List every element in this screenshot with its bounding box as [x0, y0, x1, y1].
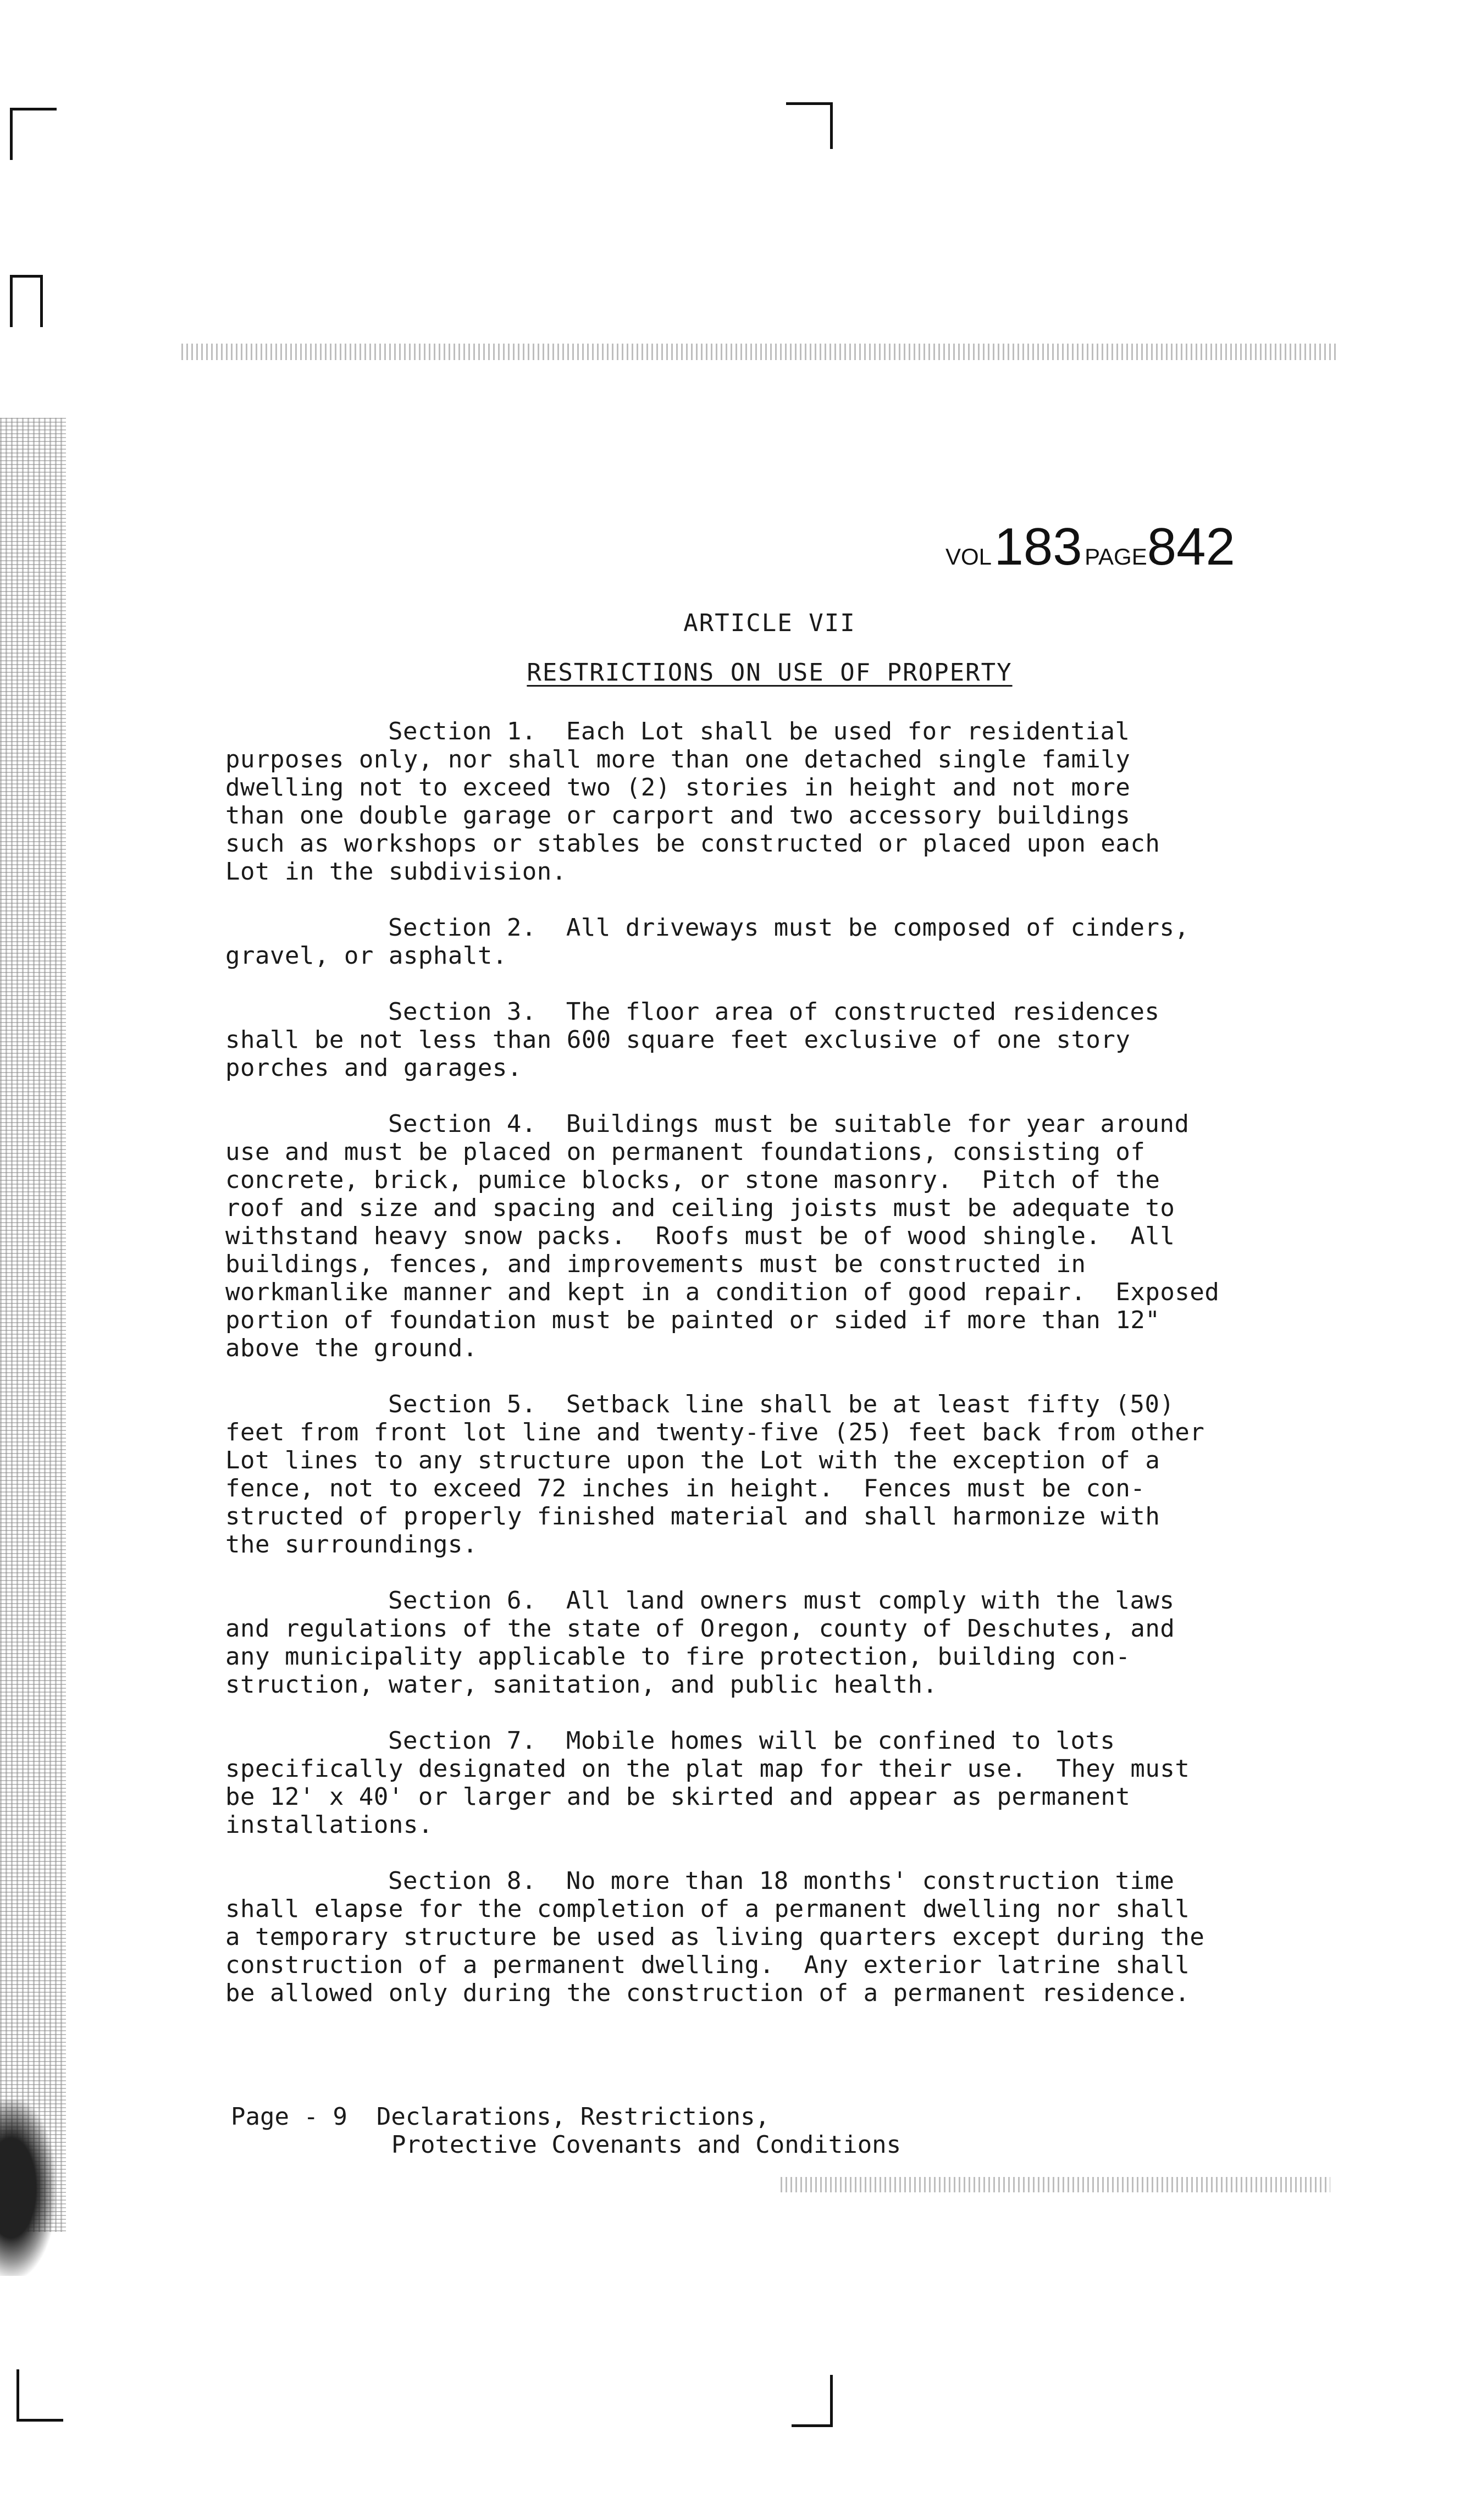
section-line: buildings, fences, and improvements must be constructed in	[225, 1250, 1086, 1278]
section-line: specifically designated on the plat map for their use. They must	[225, 1755, 1190, 1783]
crop-mark-bottom-right	[792, 2375, 833, 2427]
section-line: Section 7. Mobile homes will be confined to lots	[388, 1727, 1115, 1755]
section-line: porches and garages.	[225, 1054, 522, 1082]
section-line: shall elapse for the completion of a permanent dwelling nor shall	[225, 1895, 1190, 1923]
section-first-line	[225, 998, 1347, 1026]
section-first-line	[225, 914, 1347, 942]
section-line: Lot lines to any structure upon the Lot with the exception of a	[225, 1446, 1160, 1474]
section-line: Section 8. No more than 18 months' construction time	[388, 1867, 1175, 1895]
section-first-line	[225, 1110, 1347, 1138]
section-1	[225, 717, 1347, 886]
crop-mark-bottom-left	[16, 2369, 63, 2422]
recording-stamp	[945, 517, 1235, 583]
section-line: installations.	[225, 1811, 433, 1839]
section-line: gravel, or asphalt.	[225, 942, 507, 970]
scan-edge-noise	[0, 418, 66, 2232]
section-line: Section 3. The floor area of constructed residences	[388, 998, 1160, 1026]
section-7	[225, 1727, 1347, 1839]
footer-line1: Declarations, Restrictions,	[376, 2103, 770, 2131]
section-line: fence, not to exceed 72 inches in height. Fences must be con-	[225, 1474, 1146, 1502]
section-line: struction, water, sanitation, and public health.	[225, 1671, 938, 1699]
section-4	[225, 1110, 1347, 1362]
section-line: feet from front lot line and twenty-five (25) feet back from other	[225, 1418, 1205, 1446]
page-number: 842	[1147, 517, 1235, 576]
document-body	[225, 717, 1347, 2035]
page-footer	[231, 2103, 901, 2159]
section-8	[225, 1867, 1347, 2007]
section-first-line	[225, 1390, 1347, 1418]
section-line: the surroundings.	[225, 1530, 478, 1559]
section-line: above the ground.	[225, 1334, 478, 1362]
section-5	[225, 1390, 1347, 1559]
section-line: portion of foundation must be painted or sided if more than 12"	[225, 1306, 1160, 1334]
crop-mark-tab	[10, 275, 43, 327]
crop-mark-top-left	[10, 108, 57, 160]
section-line: than one double garage or carport and two accessory buildings	[225, 802, 1131, 830]
scan-edge-blob	[0, 2100, 55, 2276]
footer-line2: Protective Covenants and Conditions	[391, 2131, 902, 2159]
scan-speckle-top	[181, 344, 1336, 360]
section-6	[225, 1587, 1347, 1699]
section-line: withstand heavy snow packs. Roofs must be of wood shingle. All	[225, 1222, 1175, 1250]
article-title: ARTICLE VII	[683, 609, 856, 637]
section-line: structed of properly finished material and shall harmonize with	[225, 1502, 1160, 1530]
section-line: any municipality applicable to fire protection, building con-	[225, 1643, 1131, 1671]
section-line: Section 4. Buildings must be suitable for year around	[388, 1110, 1190, 1138]
section-line: be allowed only during the construction of a permanent residence.	[225, 1979, 1190, 2007]
page-label: PAGE	[1085, 544, 1147, 570]
section-line: such as workshops or stables be constructed or placed upon each	[225, 830, 1160, 858]
section-line: Section 5. Setback line shall be at least fifty (50)	[388, 1390, 1175, 1418]
section-line: and regulations of the state of Oregon, county of Deschutes, and	[225, 1615, 1175, 1643]
article-subtitle	[330, 659, 1209, 687]
section-line: a temporary structure be used as living quarters except during the	[225, 1923, 1205, 1951]
section-line: Section 6. All land owners must comply with the laws	[388, 1587, 1175, 1615]
section-first-line	[225, 1727, 1347, 1755]
section-line: concrete, brick, pumice blocks, or stone masonry. Pitch of the	[225, 1166, 1160, 1194]
section-line: be 12' x 40' or larger and be skirted and appear as permanent	[225, 1783, 1131, 1811]
vol-number: 183	[994, 517, 1082, 576]
section-line: purposes only, nor shall more than one detached single family	[225, 745, 1131, 773]
section-line: Section 1. Each Lot shall be used for residential	[388, 717, 1130, 745]
scan-speckle-bottom	[781, 2177, 1330, 2192]
section-line: use and must be placed on permanent foundations, consisting of	[225, 1138, 1146, 1166]
section-first-line	[225, 1587, 1347, 1615]
section-line: Lot in the subdivision.	[225, 858, 567, 886]
section-line: roof and size and spacing and ceiling joists must be adequate to	[225, 1194, 1175, 1222]
section-2	[225, 914, 1347, 970]
section-first-line	[225, 1867, 1347, 1895]
section-first-line	[225, 717, 1347, 745]
section-line: construction of a permanent dwelling. Any exterior latrine shall	[225, 1951, 1190, 1979]
section-line: workmanlike manner and kept in a condition of good repair. Exposed	[225, 1278, 1220, 1306]
section-line: Section 2. All driveways must be composed of cinders,	[388, 914, 1190, 942]
crop-mark-top-right	[786, 102, 833, 149]
footer-page: Page - 9	[231, 2103, 347, 2131]
section-3	[225, 998, 1347, 1082]
article-subtitle-text: RESTRICTIONS ON USE OF PROPERTY	[527, 659, 1013, 687]
section-line: dwelling not to exceed two (2) stories in height and not more	[225, 773, 1131, 802]
section-line: shall be not less than 600 square feet exclusive of one story	[225, 1026, 1131, 1054]
vol-label: VOL	[945, 544, 992, 570]
